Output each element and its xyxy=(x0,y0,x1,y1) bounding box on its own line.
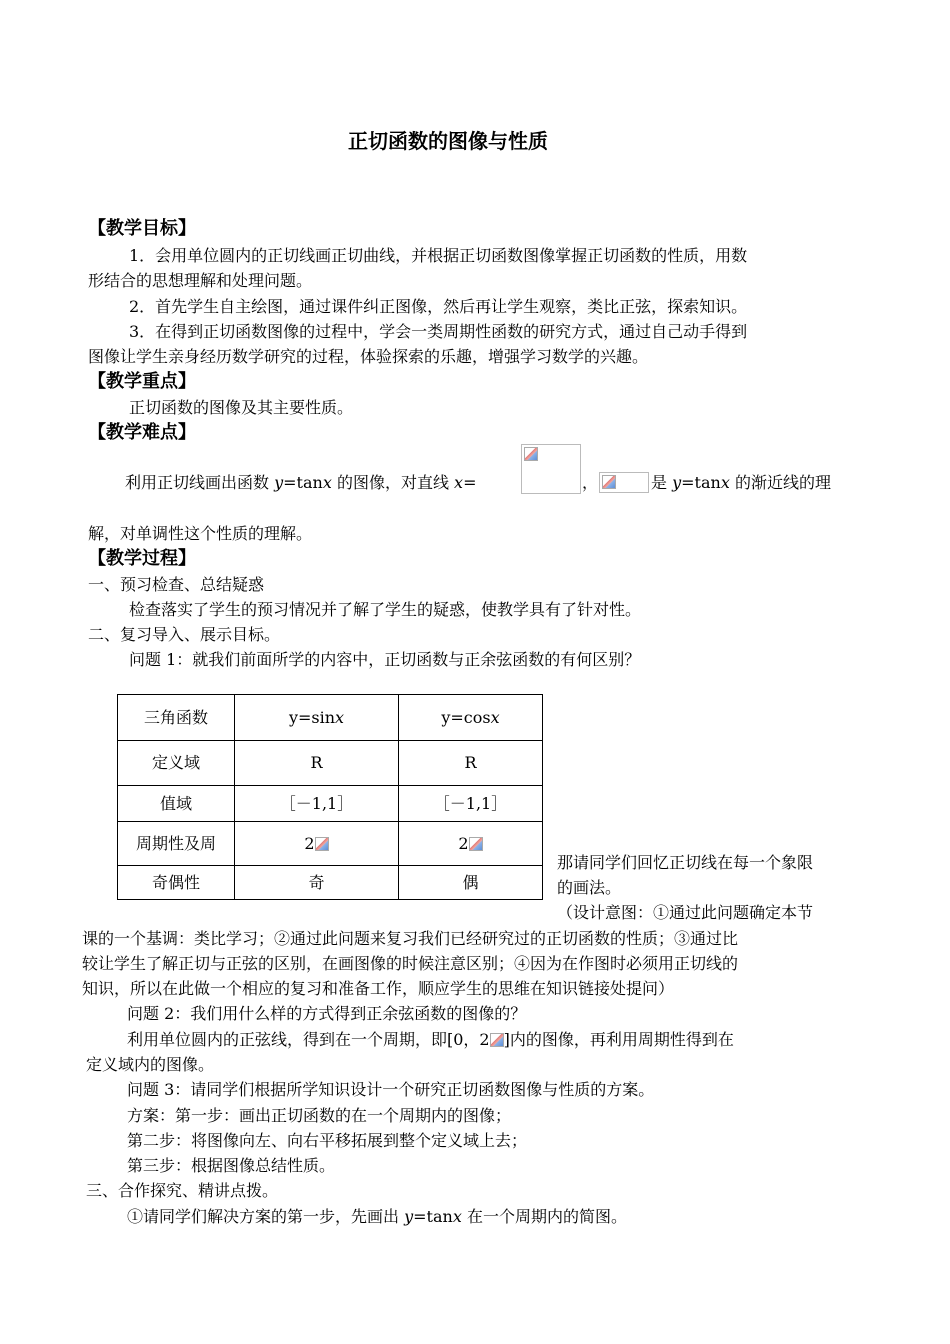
design-note-line-1: （设计意图：①通过此问题确定本节 xyxy=(557,903,814,922)
question-2-answer xyxy=(127,1030,734,1050)
text: 的渐近线的理 xyxy=(729,473,831,492)
process-step-1-text: 检查落实了学生的预习情况并了解了学生的疑惑，使教学具有了针对性。 xyxy=(129,600,642,619)
process-step-3: 三、合作探究、精讲点拨。 xyxy=(86,1181,279,1200)
section-difficulties: 【教学难点】 xyxy=(88,422,196,443)
key-points-text: 正切函数的图像及其主要性质。 xyxy=(129,398,354,417)
design-note-line-4: 知识，所以在此做一个相应的复习和准备工作，顺应学生的思维在知识链接处提问） xyxy=(82,979,675,998)
question-3: 问题 3：请同学们根据所学知识设计一个研究正切函数图像与性质的方案。 xyxy=(127,1080,655,1099)
exercise-1 xyxy=(127,1207,627,1227)
text: 在一个周期内的简图。 xyxy=(461,1207,627,1226)
section-goals: 【教学目标】 xyxy=(88,218,196,239)
formula-image-placeholder xyxy=(521,444,581,494)
text: y=cos xyxy=(441,707,491,727)
text: = xyxy=(463,473,477,492)
var-x: x xyxy=(335,707,345,727)
plan-step-2: 第二步：将图像向左、向右平移拓展到整个定义域上去； xyxy=(127,1131,528,1150)
goal-3-line-2: 图像让学生亲身经历数学研究的过程，体验探索的乐趣，增强学习数学的兴趣。 xyxy=(88,347,649,366)
table-row xyxy=(118,866,543,900)
var-x: x xyxy=(490,707,500,727)
section-process: 【教学过程】 xyxy=(88,548,196,569)
goal-3-line-1: 3．在得到正切函数图像的过程中，学会一类周期性函数的研究方式，通过自己动手得到 xyxy=(129,322,748,341)
text: 利用单位圆内的正弦线，得到在一个周期，即[0，2 xyxy=(127,1030,490,1049)
broken-image-icon xyxy=(469,837,483,851)
table-cell: ［－1,1］ xyxy=(235,786,399,822)
goal-2: 2．首先学生自主绘图，通过课件纠正图像，然后再让学生观察，类比正弦，探索知识。 xyxy=(129,297,748,316)
table-cell: ［－1,1］ xyxy=(399,786,543,822)
table-cell: 定义域 xyxy=(118,741,235,786)
text: y=sin xyxy=(288,707,336,727)
broken-image-icon xyxy=(602,475,616,489)
var-y: y xyxy=(404,1207,414,1226)
difficulty-line-2: 解，对单调性这个性质的理解。 xyxy=(88,524,313,543)
table-row xyxy=(118,695,543,741)
text: 利用正切线画出函数 xyxy=(125,473,275,492)
table-cell: 奇偶性 xyxy=(118,866,235,900)
text: ①请同学们解决方案的第一步，先画出 xyxy=(127,1207,405,1226)
design-note-line-3: 较让学生了解正切与正弦的区别，在画图像的时候注意区别；④因为在作图时必须用正切线的 xyxy=(82,954,739,973)
table-cell xyxy=(235,822,399,866)
question-2: 问题 2：我们用什么样的方式得到正余弦函数的图像的？ xyxy=(127,1004,527,1023)
table-cell: 值域 xyxy=(118,786,235,822)
trig-comparison-table xyxy=(117,694,543,900)
side-text-line-1: 那请同学们回忆正切线在每一个象限 xyxy=(557,853,814,872)
question-2-answer-line-2: 定义域内的图像。 xyxy=(86,1055,215,1074)
section-key-points: 【教学重点】 xyxy=(88,371,196,392)
question-1: 问题 1：就我们前面所学的内容中，正切函数与正余弦函数的有何区别？ xyxy=(129,650,641,669)
table-row xyxy=(118,822,543,866)
text: =tan xyxy=(413,1207,453,1226)
plan-step-1: 方案：第一步：画出正切函数的在一个周期内的图像； xyxy=(127,1106,512,1125)
process-step-1: 一、预习检查、总结疑惑 xyxy=(88,575,265,594)
difficulty-line-1a xyxy=(125,473,476,493)
var-y: y xyxy=(672,473,682,492)
table-row xyxy=(118,741,543,786)
text: 是 xyxy=(651,473,673,492)
table-cell: R xyxy=(235,741,399,786)
broken-image-icon xyxy=(490,1033,504,1047)
table-header xyxy=(235,695,399,741)
plan-step-3: 第三步：根据图像总结性质。 xyxy=(127,1156,336,1175)
process-step-2: 二、复习导入、展示目标。 xyxy=(88,625,281,644)
difficulty-line-1b xyxy=(651,473,831,493)
text: ]内的图像，再利用周期性得到在 xyxy=(503,1030,734,1049)
table-row xyxy=(118,786,543,822)
table-cell: 周期性及周 xyxy=(118,822,235,866)
table-cell xyxy=(399,822,543,866)
var-y: y xyxy=(274,473,284,492)
goal-1-line-1: 1．会用单位圆内的正切线画正切曲线，并根据正切函数图像掌握正切函数的性质，用数 xyxy=(129,246,748,265)
text: =tan xyxy=(681,473,721,492)
side-text-line-2: 的画法。 xyxy=(557,878,622,897)
var-x: x xyxy=(322,473,332,492)
text: =tan xyxy=(283,473,323,492)
table-cell: R xyxy=(399,741,543,786)
text: 2 xyxy=(458,833,469,853)
var-x: x xyxy=(452,1207,462,1226)
table-cell: 偶 xyxy=(399,866,543,900)
difficulty-comma: ， xyxy=(582,473,599,492)
text: 的图像，对直线 xyxy=(331,473,455,492)
var-x: x xyxy=(454,473,464,492)
var-x: x xyxy=(720,473,730,492)
table-cell: 奇 xyxy=(235,866,399,900)
table-header: 三角函数 xyxy=(118,695,235,741)
goal-1-line-2: 形结合的思想理解和处理问题。 xyxy=(88,271,313,290)
design-note-line-2: 课的一个基调：类比学习；②通过此问题来复习我们已经研究过的正切函数的性质；③通过比 xyxy=(82,929,739,948)
broken-image-icon xyxy=(524,447,538,461)
text: 2 xyxy=(304,833,315,853)
page-title: 正切函数的图像与性质 xyxy=(348,129,548,153)
broken-image-icon xyxy=(315,837,329,851)
table-header xyxy=(399,695,543,741)
formula-image-placeholder-2 xyxy=(599,472,649,493)
